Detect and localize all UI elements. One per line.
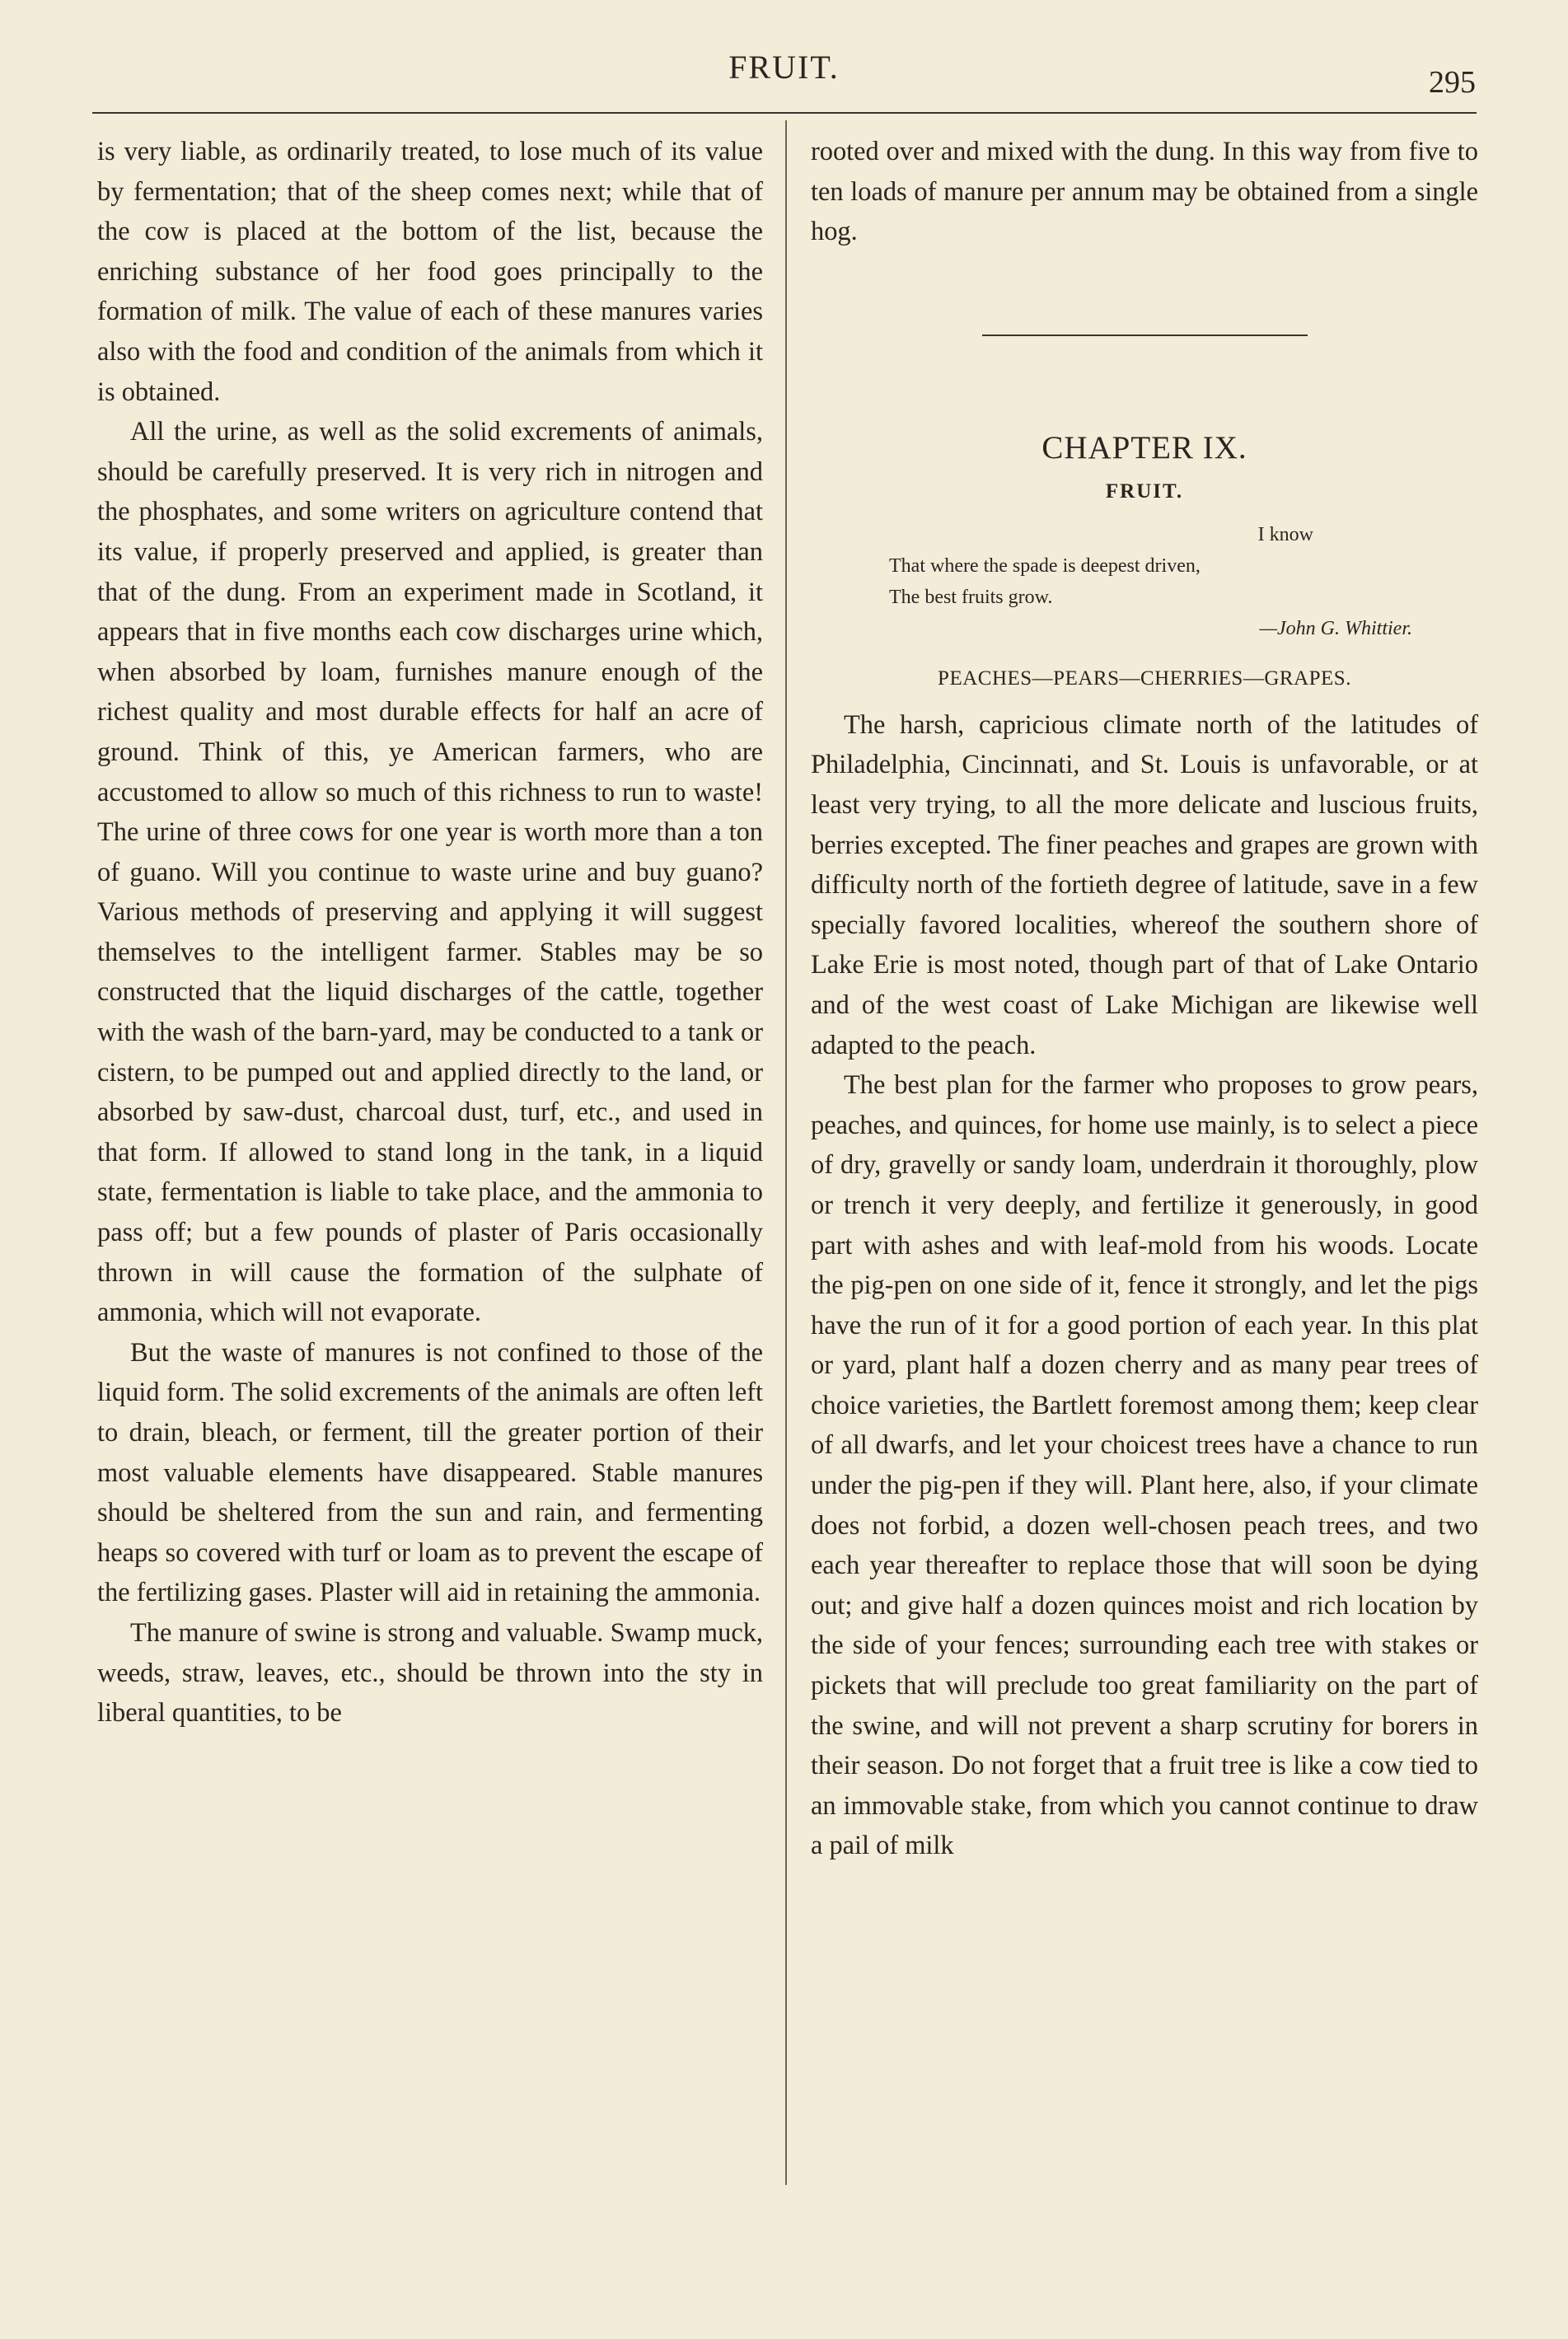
section-rule xyxy=(982,334,1308,336)
chapter-heading: CHAPTER IX. xyxy=(1041,429,1247,465)
right-column xyxy=(811,132,1478,1866)
paragraph-swine-manure: The manure of swine is strong and valuable. Swamp muck, weeds, straw, leaves, etc., should be thrown into the sty in liberal quantities, to be xyxy=(97,1617,763,1729)
epigraph-line: The best fruits grow. xyxy=(889,586,1053,608)
paragraph-continued: is very liable, as ordinarily treated, to lose much of its value by fermentation; that of the sheep comes next; while that of the cow is placed at the bottom of the list, because the enriching substance of her food goes principally to the formation of milk. The value of each of these manures varies also with the food and condition of the animals from which it is obtained. xyxy=(97,137,763,407)
chapter-subtitle: FRUIT. xyxy=(1105,479,1184,503)
header-rule xyxy=(92,112,1477,114)
left-column xyxy=(97,132,763,1733)
epigraph-line: That where the spade is deepest driven, xyxy=(889,554,1201,577)
paragraph-best-plan: The best plan for the farmer who proposes to grow pears, peaches, and quinces, for home use mainly, is to select a piece of dry, gravelly or sandy loam, underdrain it thoroughly, plow or trench it very deeply, and fertilize it generously, in good part with ashes and with leaf-mold from his woods. Locate the pig-pen on one side of it, fence it strongly, and let the pigs have the run of it for a good portion of each year. In this plat or yard, plant half a dozen cherry and as many pear trees of choice varieties, the Bartlett foremost among them; keep clear of all dwarfs, and let your choicest trees have a chance to run under the pig-pen if they will. Plant here, also, if your climate does not forbid, a dozen well-chosen peach trees, and two each year thereafter to replace those that will soon be dying out; and give half a dozen quinces moist and rich location by the side of your fences; surrounding each tree with stakes or pickets that will preclude too great familiarity on the part of the swine, and will not prevent a sharp scrutiny for borers in their season. Do not forget that a fruit tree is like a cow tied to an immovable stake, from which you cannot continue to draw a pail of milk xyxy=(811,1070,1478,1861)
paragraph-urine: All the urine, as well as the solid excrements of animals, should be carefully preserved. It is very rich in nitrogen and the phosphates, and some writers on agriculture contend that its value, if properly preserved and applied, is greater than that of the dung. From an experiment made in Scotland, it appears that in five months each cow discharges urine which, when absorbed by loam, furnishes manure enough of the richest quality and most durable effects for half an acre of ground. Think of this, ye American farmers, who are accustomed to allow so much of this richness to run to waste! The urine of three cows for one year is worth more than a ton of guano. Will you continue to waste urine and buy guano? Various methods of preserving and applying it will suggest themselves to the intelligent farmer. Stables may be so constructed that the liquid discharges of the cattle, together with the wash of the barn-yard, may be conducted to a tank or cistern, to be pumped out and applied directly to the land, or absorbed by saw-dust, charcoal dust, turf, etc., and used in that form. If allowed to stand long in the tank, in a liquid state, fermentation is liable to take place, and the ammonia to pass off; but a few pounds of plaster of Paris occasionally thrown in will cause the formation of the sulphate of ammonia, which will not evaporate. xyxy=(97,417,763,1328)
paragraph-continuation: rooted over and mixed with the dung. In this way from five to ten loads of manure per annum may be obtained from a single hog. xyxy=(811,137,1478,247)
paragraph-solid-manure: But the waste of manures is not confined to those of the liquid form. The solid excrements of the animals are often left to drain, bleach, or ferment, till the greater portion of their most valuable elements have disappeared. Stable manures should be sheltered from the sun and rain, and fermenting heaps so covered with turf or loam as to prevent the escape of the fertilizing gases. Plaster will aid in retaining the ammonia. xyxy=(97,1337,763,1608)
epigraph xyxy=(811,519,1478,644)
running-title: FRUIT. xyxy=(728,49,840,86)
column-divider xyxy=(785,120,787,2185)
epigraph-attribution: —John G. Whittier. xyxy=(1259,617,1412,639)
paragraph-climate: The harsh, capricious climate north of the latitudes of Philadelphia, Cincinnati, and St. Louis is unfavorable, or at least very trying, to all the more delicate and luscious fruits, berries excepted. The finer peaches and grapes are grown with difficulty north of the fortieth degree of latitude, save in a few specially favored localities, whereof the southern shore of Lake Erie is most noted, though part of that of Lake Ontario and of the west coast of Lake Michigan are likewise well adapted to the peach. xyxy=(811,709,1478,1060)
epigraph-line: I know xyxy=(1257,523,1313,545)
chapter-topics: PEACHES—PEARS—CHERRIES—GRAPES. xyxy=(938,667,1351,690)
page-number: 295 xyxy=(1429,65,1476,100)
